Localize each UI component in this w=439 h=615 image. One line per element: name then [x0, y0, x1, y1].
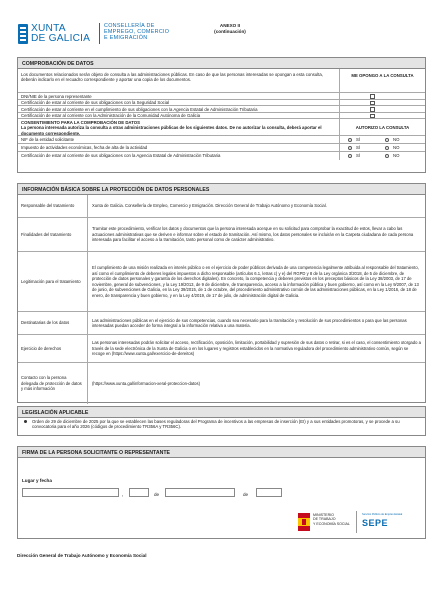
- oppose-checkbox[interactable]: [370, 107, 375, 112]
- section-title: LEGISLACIÓN APLICABLE: [18, 407, 425, 418]
- header-divider: [99, 23, 100, 44]
- info-value: (https://www.xunta.gal/informacion-xeral-proteccion-datos): [92, 380, 200, 386]
- info-value: Las personas interesadas podrán solicitar el acceso, rectificación, oposición, limitación, portabilidad y supresión de sus datos o retirar, si es el caso, el consentimiento otorgado a través de la sede electrónica de la Xunta de Galicia o en los lugares y registros establecidos en la normativa reguladora del procedimiento administrativo común, según se recoge en (https://www.xunta.gal/exercicio-de-dereitos): [92, 340, 421, 357]
- info-value: El cumplimiento de una misión realizada en interés público o en el ejercicio de poder públicos derivada de una competencia legalmente atribuida al responsable del tratamiento, así como el cumplimiento de deberes legales impuestos a dicho responsable (artículos 6.1, letras c) y e) del RGPD y 8 de la Ley orgánica 3/2018, de 5 de diciembre, de protección de datos personales y garantía de los derechos digitales). En concreto, la competencia y deberes previstos en los preceptos básicos de la Ley 38/2003, de 17 de noviembre, general de subvenciones, y la Ley 19/2013, de 9 de diciembre, de transparencia, acceso a la información pública y buen gobierno, así como en la Ley 9/2007, de 13 de junio, de subvenciones de Galicia, en la Ley 39/2015, de 1 de octubre, del procedimiento administrativo común de las administraciones públicas, en la Ley 1/2016, de 18 de enero, de transparencia y buen gobierno, y en la Ley 4/2019, de 17 de julio, de administración digital de Galicia.: [92, 265, 419, 298]
- year-field[interactable]: [256, 488, 282, 497]
- section-title: FIRMA DE LA PERSONA SOLICITANTE O REPRESENTANTE: [18, 447, 425, 458]
- authorize-row: [18, 144, 425, 152]
- yes-radio[interactable]: [348, 146, 352, 150]
- no-radio[interactable]: [385, 146, 389, 150]
- info-label: Responsable del tratamiento: [18, 195, 88, 217]
- logo-divider: [356, 511, 357, 533]
- yes-label: SÍ: [356, 153, 361, 158]
- no-option[interactable]: [385, 137, 399, 142]
- no-label: NO: [393, 145, 400, 150]
- ministry-name: [313, 513, 350, 526]
- xunta-crest-icon: [17, 23, 29, 45]
- authorize-row-label: Certificación de estar al corriente de sus obligaciones con la Agencia Estatal de Administración Tributaria: [18, 152, 340, 160]
- oppose-header: ME OPONGO A LA CONSULTA: [351, 73, 414, 78]
- annex-heading: [205, 23, 255, 34]
- place-field[interactable]: [22, 488, 119, 497]
- authorize-row: [18, 152, 425, 160]
- section-title: INFORMACIÓN BÁSICA SOBRE LA PROTECCIÓN DE DATOS PERSONALES: [18, 184, 425, 195]
- legislation-text: Orden de 29 de diciembre de 2025 por la que se establecen las bases reguladoras del Programa de incentivos a las empresas de inserción (EI) y a sus entidades promotoras, y se procede a su convocatoria para el año 2026 (códigos de procedimiento TR356A y TR356C).: [32, 418, 400, 430]
- xunta-logo: [17, 23, 97, 45]
- yes-option[interactable]: [348, 153, 360, 158]
- info-value: Tramitar este procedimiento, verificar los datos y documentos que la persona interesada acerque en su solicitud para comprobar la exactitud de estos, llevar a cabo las actuaciones administrativas que se deriven e informar sobre el estado de tramitación. Así mismo, los datos personales se incluirán en la Carpeta ciudadana de cada persona interesada para facilitar el acceso a la tramitación, tanto personal como de carácter administrativo.: [92, 226, 414, 243]
- conselleria-name: [104, 23, 169, 41]
- yes-radio[interactable]: [348, 154, 352, 158]
- footer-text: Dirección General de Trabajo Autónomo y Economía Social: [17, 553, 147, 558]
- info-row: [18, 335, 425, 363]
- info-value: Las administraciones públicas en el ejercicio de sus competencias, cuando sea necesario para la tramitación y resolución de sus procedimientos o para que las personas interesadas puedan acceder de forma integral a la información relativa a una materia.: [92, 317, 407, 328]
- comma-separator: ,: [122, 492, 124, 498]
- data-protection-section: [17, 183, 426, 403]
- annex-title: ANEXO II: [219, 23, 241, 28]
- consent-intro: La persona interesada autoriza la consulta a otras administraciones públicas de los siguientes datos. De no autorizar la consulta, deberá aportar el documento correspondiente.: [21, 125, 322, 135]
- yes-radio[interactable]: [348, 138, 352, 142]
- de-label-2: de: [243, 492, 249, 497]
- place-date-label: Lugar y fecha: [22, 478, 52, 483]
- yes-label: SÍ: [356, 137, 361, 142]
- no-label: NO: [393, 153, 400, 158]
- authorize-row-label: NIF de la entidad solicitante: [18, 136, 340, 143]
- info-row: [18, 363, 425, 404]
- oppose-row-label: Certificación de estar al corriente de sus obligaciones con la Seguridad Social: [18, 100, 340, 106]
- month-field[interactable]: [165, 488, 235, 497]
- info-label: Ejercicio de derechos: [18, 335, 88, 362]
- oppose-row-label: DNI/NIE de la persona representante: [18, 93, 340, 99]
- sepe-subtitle: Servicio Público de Empleo Estatal: [362, 513, 403, 516]
- authorize-row-label: Impuesto de actividades económicas, fecha de alta de la actividad: [18, 144, 340, 151]
- yes-label: SÍ: [356, 145, 361, 150]
- spain-coat-of-arms-icon: [298, 511, 310, 533]
- no-option[interactable]: [385, 153, 399, 158]
- info-row: [18, 195, 425, 218]
- oppose-row-label: Certificación de estar al corriente con la Administración de la Comunidad Autónoma de Galicia: [18, 113, 340, 119]
- ministry-line-1: MINISTERIO: [313, 513, 334, 517]
- oppose-row-label: Certificación de estar al corriente en el cumplimiento de sus obligaciones con la Agencia Estatal de Administración Tributaria: [18, 106, 340, 112]
- ministry-line-3: Y ECONOMÍA SOCIAL: [313, 521, 350, 526]
- yes-option[interactable]: [348, 137, 360, 142]
- info-label: Contacto con la persona delegada de protección de datos y más información: [18, 363, 88, 404]
- oppose-checkbox[interactable]: [370, 114, 375, 119]
- verification-intro: Los documentos relacionados serán objeto de consulta a las administraciones públicas. En caso de que las personas interesadas se opongan a esta consulta, deberán indicarlo en el recuadro correspondiente y aportar una copia de los documentos.: [18, 69, 340, 92]
- sepe-logo: SEPE: [362, 518, 389, 528]
- ministry-line-2: DE TRABAJO: [313, 517, 336, 522]
- annex-subtitle: (continuación): [214, 28, 246, 34]
- info-row: [18, 252, 425, 312]
- conselleria-line-1: CONSELLERÍA DE: [104, 23, 155, 29]
- legislation-section: [17, 406, 426, 436]
- conselleria-line-2: EMPREGO, COMERCIO: [104, 29, 170, 35]
- authorize-row: [18, 136, 425, 144]
- oppose-checkbox[interactable]: [370, 94, 375, 99]
- no-radio[interactable]: [385, 138, 389, 142]
- no-option[interactable]: [385, 145, 399, 150]
- de-label-1: de: [154, 492, 160, 497]
- info-label: Finalidades del tratamiento: [18, 218, 88, 251]
- consent-title: CONSENTIMIENTO PARA LA COMPROBACIÓN DE DATOS: [21, 120, 140, 125]
- consent-block: [18, 119, 340, 135]
- data-verification-section: [17, 57, 426, 173]
- authorize-header: AUTORIZO LA CONSULTA: [355, 125, 410, 130]
- no-radio[interactable]: [385, 154, 389, 158]
- info-label: Legitimación para el tratamiento: [18, 252, 88, 311]
- bullet-icon: [24, 420, 27, 423]
- info-value: Xunta de Galicia. Consellería de Empleo, Comercio y Emigración. Dirección General de Trabajo Autónomo y Economía Social.: [92, 203, 327, 209]
- section-title: COMPROBACIÓN DE DATOS: [18, 58, 425, 69]
- no-label: NO: [393, 137, 400, 142]
- logo-line-1: XUNTA: [31, 23, 66, 34]
- logo-line-2: DE GALICIA: [31, 33, 91, 44]
- info-label: Destinatarias de los datos: [18, 312, 88, 334]
- conselleria-line-3: E EMIGRACIÓN: [104, 35, 148, 41]
- oppose-checkbox[interactable]: [370, 101, 375, 106]
- signature-section: [17, 446, 426, 539]
- yes-option[interactable]: [348, 145, 360, 150]
- ministry-logos: [298, 511, 408, 533]
- info-row: [18, 218, 425, 252]
- day-field[interactable]: [129, 488, 149, 497]
- info-row: [18, 312, 425, 335]
